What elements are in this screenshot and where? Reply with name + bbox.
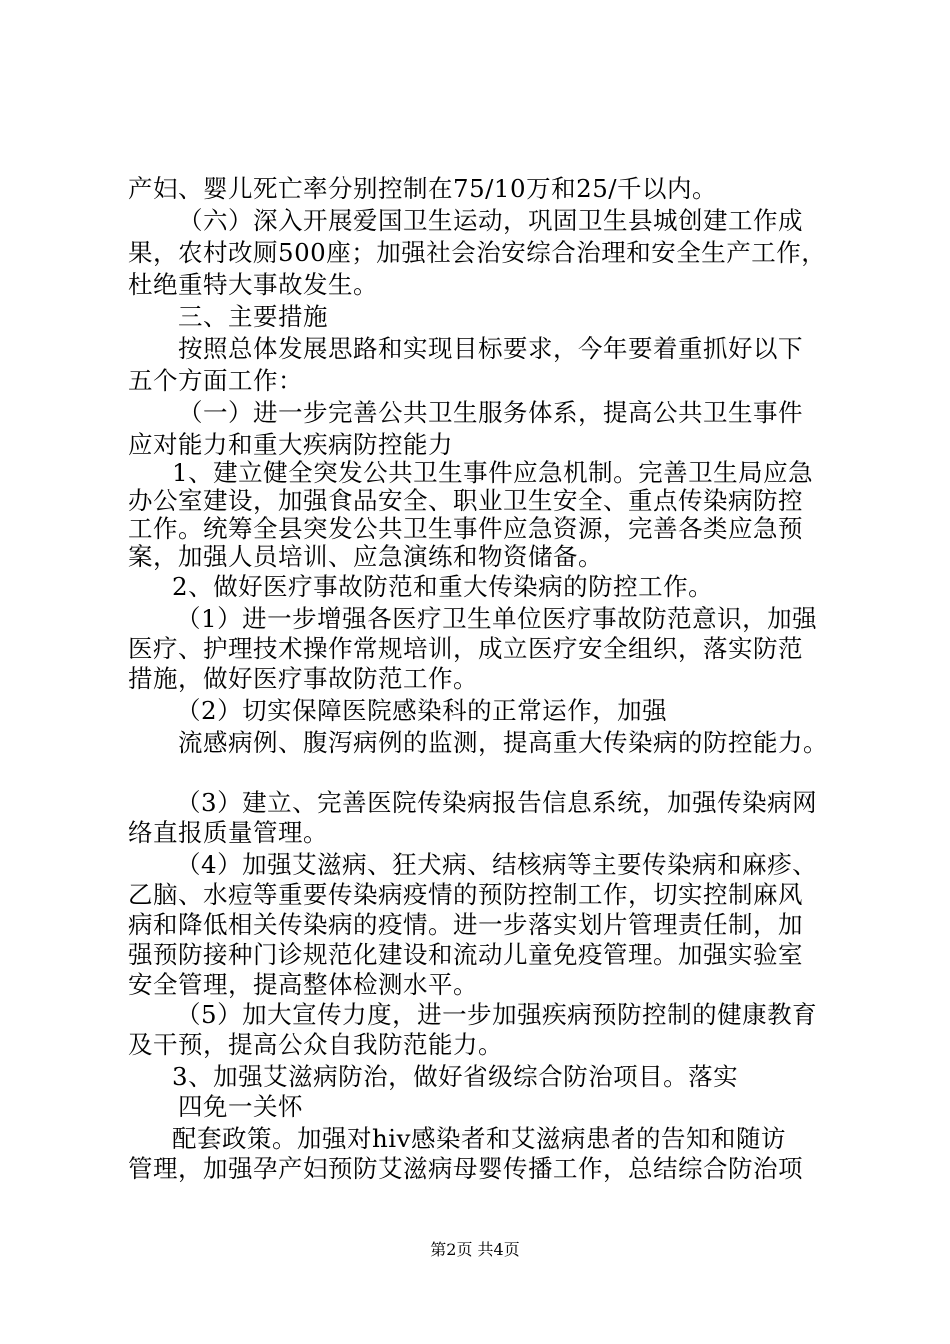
- text-line: 工作。统筹全县突发公共卫生事件应急资源，完善各类应急预: [128, 514, 803, 543]
- text-line: 1、建立健全突发公共卫生事件应急机制。完善卫生局应急: [172, 458, 814, 487]
- text-line: （3）建立、完善医院传染病报告信息系统，加强传染病网: [176, 788, 818, 817]
- text-line: 强预防接种门诊规范化建设和流动儿童免疫管理。加强实验室: [128, 940, 803, 969]
- text-line: （1）进一步增强各医疗卫生单位医疗事故防范意识，加强: [176, 604, 818, 633]
- text-line: （六）深入开展爱国卫生运动，巩固卫生县城创建工作成: [178, 206, 803, 235]
- text-line: 及干预，提高公众自我防范能力。: [128, 1030, 503, 1059]
- text-line: 措施，做好医疗事故防范工作。: [128, 664, 478, 693]
- text-line: 配套政策。加强对hiv感染者和艾滋病患者的告知和随访: [172, 1124, 786, 1153]
- text-line: 杜绝重特大事故发生。: [128, 270, 378, 299]
- text-line: 办公室建设，加强食品安全、职业卫生安全、重点传染病防控: [128, 486, 803, 515]
- page-footer: 第2页 共4页: [430, 1240, 520, 1259]
- text-line: 四免一关怀: [178, 1092, 303, 1121]
- subsection-heading: 应对能力和重大疾病防控能力: [128, 430, 453, 459]
- section-heading: 三、主要措施: [178, 302, 328, 331]
- text-line: 络直报质量管理。: [128, 818, 328, 847]
- text-line: （5）加大宣传力度，进一步加强疾病预防控制的健康教育: [176, 1000, 818, 1029]
- text-line: （2）切实保障医院感染科的正常运作，加强: [176, 696, 668, 725]
- text-line: 3、加强艾滋病防治，做好省级综合防治项目。落实: [172, 1062, 739, 1091]
- text-line: （4）加强艾滋病、狂犬病、结核病等主要传染病和麻疹、: [176, 850, 818, 879]
- text-line: 医疗、护理技术操作常规培训，成立医疗安全组织，落实防范: [128, 634, 803, 663]
- text-line: 流感病例、腹泻病例的监测，提高重大传染病的防控能力。: [178, 728, 828, 757]
- text-line: 管理，加强孕产妇预防艾滋病母婴传播工作，总结综合防治项: [128, 1154, 803, 1183]
- text-line: 产妇、婴儿死亡率分别控制在75/10万和25/千以内。: [128, 174, 718, 203]
- text-line: 2、做好医疗事故防范和重大传染病的防控工作。: [172, 572, 714, 601]
- text-line: 案，加强人员培训、应急演练和物资储备。: [128, 542, 603, 571]
- text-line: 病和降低相关传染病的疫情。进一步落实划片管理责任制，加: [128, 910, 803, 939]
- text-line: 按照总体发展思路和实现目标要求，今年要着重抓好以下: [178, 334, 803, 363]
- text-line: 五个方面工作：: [128, 366, 303, 395]
- text-line: 果，农村改厕500座；加强社会治安综合治理和安全生产工作，: [128, 238, 827, 267]
- text-line: 乙脑、水痘等重要传染病疫情的预防控制工作，切实控制麻风: [128, 880, 803, 909]
- text-line: 安全管理，提高整体检测水平。: [128, 970, 478, 999]
- subsection-heading: （一）进一步完善公共卫生服务体系，提高公共卫生事件: [178, 398, 803, 427]
